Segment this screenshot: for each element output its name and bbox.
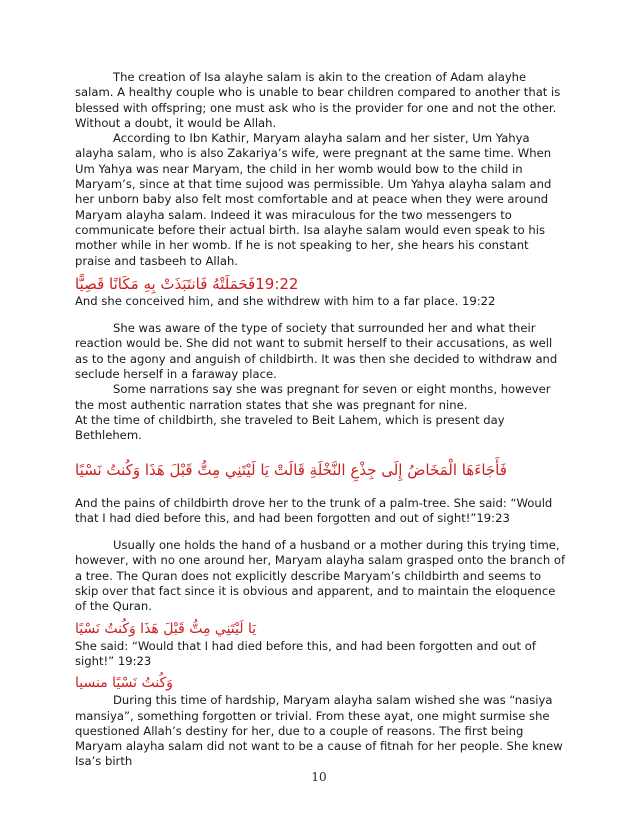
arabic-verse-text: فَحَمَلَتْهُ فَانتَبَذَتْ بِهِ مَكَانًا قَصِيًّا [75,274,256,293]
verse-reference: 19:22 [255,274,299,293]
arabic-verse-19-22 [75,274,567,294]
translation-19-22: And she conceived him, and she withdrew with him to a far place. 19:22 [75,293,496,308]
arabic-phrase-nasiya: وَكُنتُ نَسْيًا منسيا [75,675,173,692]
paragraph-narrations: Some narrations say she was pregnant for seven or eight months, however the most authentic narration states that she was pregnant for nine. [75,382,551,412]
paragraph-creation-of-isa: The creation of Isa alayhe salam is akin to the creation of Adam alayhe salam. A healthy couple who is unable to bear children compared to another that is blessed with offspring; one must ask who is the provider for one and not the other. Without a doubt, it would be Allah. [75,70,561,130]
arabic-verse-19-23: فَأَجَاءَهَا الْمَخَاضُ إِلَى جِذْعِ النَّخْلَةِ قَالَتْ يَا لَيْتَنِي مِتُّ قَبْلَ هَذَا وَكُنتُ نَسْيًا [75,460,507,479]
paragraph-society-aware: She was aware of the type of society that surrounded her and what their reaction would be. She did not want to submit herself to their accusations, as well as to the agony and anguish of childbirth. It was then she decided to withdraw and seclude herself in a faraway place. [75,321,558,382]
translation-excerpt: She said: “Would that I had died before this, and had been forgotten and out of sight!” 19:23 [75,638,536,668]
page-number: 10 [311,770,327,784]
translation-19-23: And the pains of childbirth drove her to the trunk of a palm-tree. She said: “Would that I had died before this, and had been forgotten and out of sight!”19:23 [75,495,553,525]
paragraph-trying-time: Usually one holds the hand of a husband or a mother during this trying time, however, with no one around her, Maryam alayha salam grasped onto the branch of a tree. The Quran does not explicitly describe Maryam’s childbirth and seems to skip over that fact since it is obvious and apparent, and to maintain the eloquence of the Quran. [75,538,566,614]
arabic-verse-excerpt: يَا لَيْتَنِي مِتُّ قَبْلَ هَذَا وَكُنتُ نَسْيًا [75,620,257,637]
paragraph-childbirth-travel: At the time of childbirth, she traveled to Beit Lahem, which is present day Bethlehem. [75,412,505,443]
paragraph-ibn-kathir: According to Ibn Kathir, Maryam alayha salam and her sister, Um Yahya alayha salam, who is also Zakariya’s wife, were pregnant at the same time. When Um Yahya was near Maryam, the child in her womb would bow to the child in Maryam’s, since at that time sujood was permissible. Um Yahya alayha salam and her unborn baby also felt most comfortable and at peace when they were around Maryam alayha salam. Indeed it was miraculous for the two messengers to communicate before their actual birth. Isa alayhe salam would even speak to his mother while in her womb. If he is not speaking to her, she hears his constant praise and tasbeeh to Allah. [75,131,552,268]
paragraph-hardship: During this time of hardship, Maryam alayha salam wished she was “nasiya mansiya”, something forgotten or trivial. From these ayat, one might surmise she questioned Allah’s destiny for her, due to a couple of reasons. The first being Maryam alayha salam did not want to be a cause of fitnah for her people. She knew Isa’s birth [75,693,563,769]
page-body [75,70,567,770]
